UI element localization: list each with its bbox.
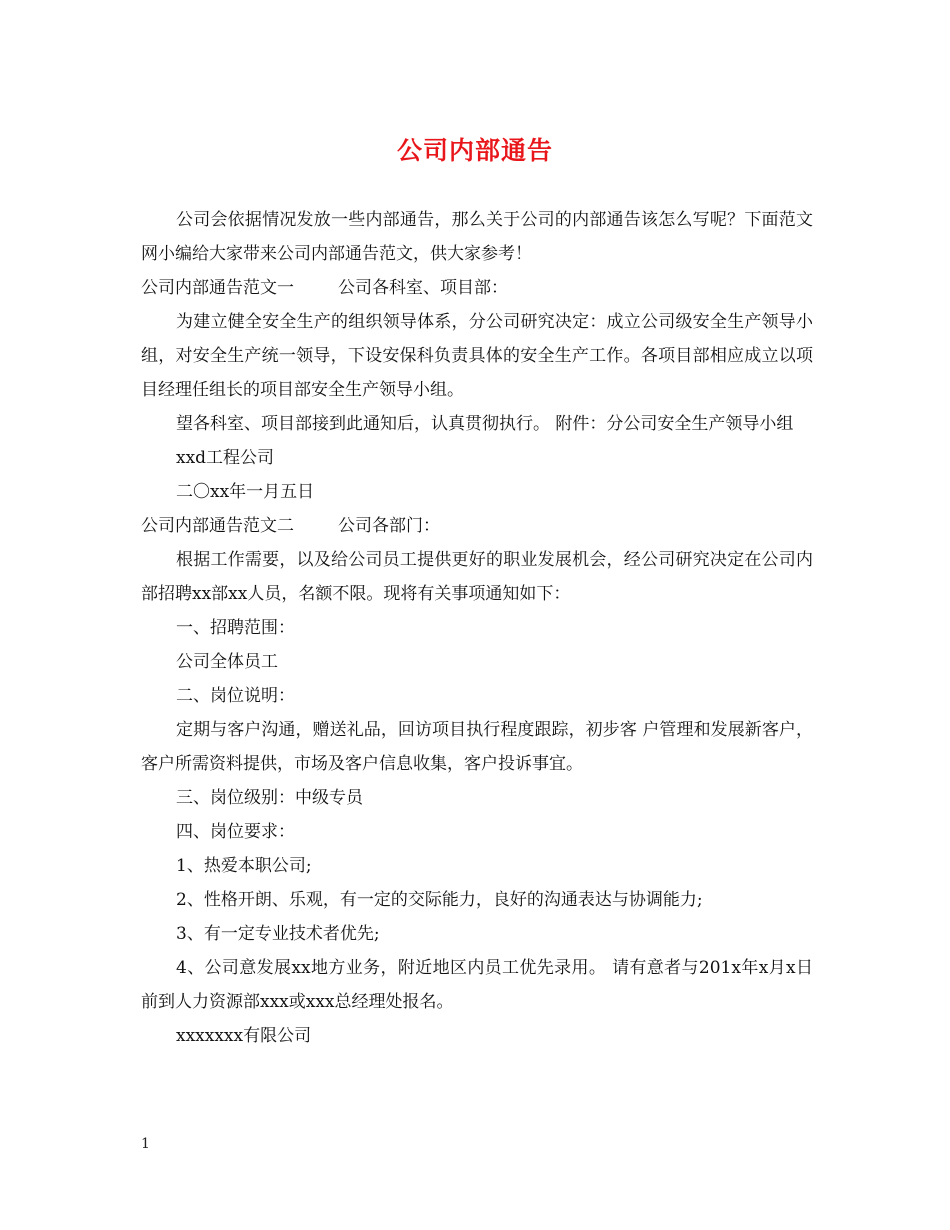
document-body [141,203,813,1053]
requirement-2: 2、性格开朗、乐观，有一定的交际能力，良好的沟通表达与协调能力; [176,890,703,910]
sample1-date: 二〇xx年一月五日 [176,482,315,502]
requirement-3: 3、有一定专业技术者优先; [176,924,380,944]
page-title: 公司内部通告 [396,136,553,165]
sample1-paragraph-1: 为建立健全安全生产的组织领导体系，分公司研究决定：成立公司级安全生产领导小组，对安全生产统一领导，下设安保科负责具体的安全生产工作。各项目部相应成立以项目经理任组长的项目部安全生产领导小组。 [141,312,813,400]
item1-body: 公司全体员工 [176,652,278,672]
item2-body: 定期与客户沟通，赠送礼品，回访项目执行程度跟踪，初步客 户管理和发展新客户，客户所需资料提供，市场及客户信息收集，客户投诉事宜。 [141,720,813,774]
requirement-1: 1、热爱本职公司; [176,856,312,876]
item1-title: 一、招聘范围： [176,618,295,638]
sample2-heading: 公司内部通告范文二 [141,516,294,536]
sample1-heading: 公司内部通告范文一 [141,278,294,298]
requirement-4: 4、公司意发展xx地方业务，附近地区内员工优先录用。 请有意者与201x年x月x日前到人力资源部xxx或xxx总经理处报名。 [141,958,813,1012]
item2-title: 二、岗位说明： [176,686,295,706]
page-number: 1 [141,1136,150,1152]
item4-title: 四、岗位要求： [176,822,295,842]
sample1-recipient: 公司各科室、项目部： [338,278,508,298]
sample2-heading-line [141,509,813,543]
intro-paragraph: 公司会依据情况发放一些内部通告，那么关于公司的内部通告该怎么写呢？下面范文网小编给大家带来公司内部通告范文，供大家参考！ [141,210,813,264]
sample1-signature: xxd工程公司 [176,448,275,468]
sample2-recipient: 公司各部门： [338,516,440,536]
sample1-paragraph-2: 望各科室、项目部接到此通知后，认真贯彻执行。 附件：分公司安全生产领导小组 [176,414,794,434]
item3: 三、岗位级别：中级专员 [176,788,363,808]
sample2-signature: xxxxxxx有限公司 [176,1026,312,1046]
sample1-heading-line [141,271,813,305]
sample2-paragraph-1: 根据工作需要，以及给公司员工提供更好的职业发展机会，经公司研究决定在公司内部招聘xx部xx人员，名额不限。现将有关事项通知如下： [141,550,813,604]
